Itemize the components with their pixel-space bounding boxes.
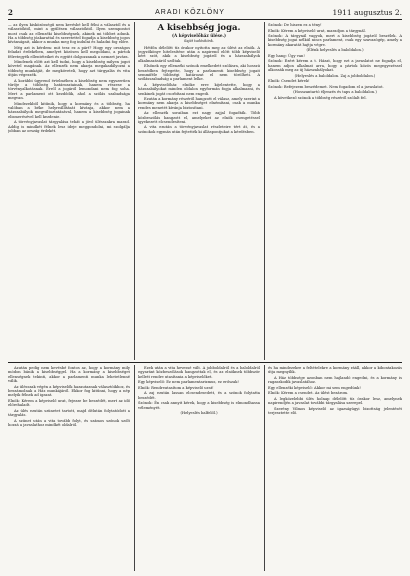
paragraph: Mindenek előtt azt kell tudni, hogy a kisebbség milyen jogot követel magának. Az ellenzék nem akarja megakadályozni a többség munkáját, de megköveteli, hogy azt tárgyalás és vita útján végezzék. [8,60,130,78]
paragraph: A zaj ezután lassan elcsendesedett, és a szónok folytatta beszédét. [138,391,260,400]
paragraph: A korábbi ügyrend értelmében a kisebbség nem egyszerűen tűrője a többség határozatainak, hanem részese a törvényalkotásnak. Erről a jogáról lemondani nem fog soha. Mert a parlament ott kezdődik, ahol a szólás szabadsága megvan. [8,78,130,101]
paragraph: — az ilyen kisközösségű nem kevésbé kell félni a választól és a választóktól, mint a gyűlésen választóktól. Ilyen szempontot most csak az ellenzéki kisebbségnek, akinek mi többet adunk. Ha a többség jóakarattal és szeretettel fogadja a kisebbség jogos kívánságait, akkor a munka meg fog indulni és haladni fog előre. [8,23,130,45]
paragraph: A vita ezután a törvényjavaslat részleteire tért át, és a szónokok egymás után fejtették ki álláspontjukat a kérdésben. [138,125,260,134]
paragraph: és ha mindezekre a feltételekre a kormány rááll, akkor a kibontakozás útja megnyílik. [268,366,402,375]
issue-date: 1911 augusztus 2. [332,7,402,17]
paragraph: Szónok: Befejezem beszédemet. Nem fogadom el a javaslatot. [268,84,384,89]
column-bottom-left [8,366,130,570]
paragraph: A következő szónok a többség részéről szólalt fel. [274,95,367,100]
paragraph: A Ház többsége azonban nem hajlandó engedni, és a kormány is ragaszkodik javaslatához. [268,375,402,385]
paragraph: Elnök: Kérem a képviselő urat, fejezze be beszédét, mert az idő előrehaladt. [8,398,130,408]
column-divider [264,365,265,571]
paragraph: Az ellenzék soraiban ezt nagy zajjal fogadták. Több közbeszólás hangzott el, amelyeket az elnök csengetéssel igyekezett elcsendesíteni. [138,111,260,124]
column-divider [134,22,135,360]
column-top-left [8,23,130,358]
column-bottom-middle [138,366,260,570]
column-divider [134,365,135,571]
paragraph: (Helyeslés a baloldalon. Zaj a jobboldalon.) [294,73,376,78]
paragraph: Szónok: A tárgynál vagyok, mert a kisebbség jogáról beszélek. A kisebbség jogai nélkül nincs parlament, csak egy szavazógép, amely a kormány akaratát hajtja végre. [268,34,402,47]
paragraph: Elnök: Kérem a képviselő urat, maradjon a tárgynál. [268,28,366,33]
paragraph: A legközelebbi ülés holnap délelőtt tíz órakor lesz, amelynek napirendjén a javaslat további tárgyalása szerepel. [268,396,402,406]
header-rule [8,19,402,20]
paragraph: Ezek után a vita hevessé vált. A jobboldalról és a baloldalról egyaránt közbeszólások hangzottak el, és az elnöknek többször kellett rendre utasítania a képviselőket. [138,366,260,379]
paragraph: Azután pedig nem kevésbé fontos az, hogy a kormány mily módon bánik a kisebbséggel. Ha a kormány a kisebbséget ellenségnek tekinti, akkor a parlamenti munka lehetetlenné válik. [8,366,130,384]
paragraph: Egy ellenzéki képviselő: Akkor mi sem engedünk! [268,385,361,390]
paragraph: (Élénk helyeslés a baloldalon.) [306,48,364,53]
paragraph: Szónok: Ezért kérem a t. Házat, hogy ezt a javaslatot ne fogadja el, hanem adjon alkalmat arra, hogy a pártok közös megegyezéssel alkossák meg az új házszabályokat. [268,59,402,73]
column-top-middle [138,23,260,358]
page-number: 2 [8,7,13,17]
paragraph: Mindezekből kitűnik, hogy a kormány és a többség, ha valóban a béke helyreállítását kívánja, akkor nem a házszabályok megváltoztatásával, hanem a kisebbség jogainak elismerésével kell kezdenie. [8,101,130,119]
paragraph: Elsőnek egy ellenzéki szónok emelkedett szólásra, aki hosszú beszédben fejtegette, hogy a parlamenti kisebbség jogait semmiféle többségi határozat el nem törölheti. A szólásszabadság a parlament lelke. [138,64,260,82]
paragraph: Ezután a kormány részéről hangzott el válasz, amely szerint a kormány nem akarja a kisebbséget elnémítani, csak a munka rendes menetét kívánja biztosítani. [138,97,260,110]
paragraph: Elnök: Rendreutasítom a képviselő urat! [138,385,214,390]
column-top-right [268,23,402,358]
article-title: A kisebbség joga. [157,23,241,33]
paragraph: A szünet után a vita tovább folyt, és számos szónok szólt hozzá a javaslathoz mindkét oldalról. [8,418,130,427]
paragraph: Elnök: Kérem a csendet. Az ülést bezárom. [268,391,349,396]
section-rule [8,362,402,363]
paragraph: Egy képviselő: Ez nem parlamentarizmus, ez erőszak! [138,380,239,385]
page-header [8,6,402,18]
paragraph: Még azt is kérdem: mit tesz ez a párt? Hogy egy országos feladat érdekében, amelyet közösen kell megoldani, a pártok félretegyék ellentéteiket és együtt dolgozzanak a nemzet javára. [8,45,130,59]
paragraph: Elnök: Csendet kérek! [268,79,310,84]
paragraph: Az ülés ezután szünetet tartott, majd délután folytatódott a tárgyalás. [8,408,130,417]
paragraph: Szerény Vilmos képviselő az igazságügyi bizottság jelentését terjesztette elő. [268,406,402,416]
paragraph: (Hosszantartó éljenzés és taps a baloldalon.) [293,90,377,95]
article-byline: Saját tudósítónk. [183,39,215,44]
newspaper-title: ARADI KÖZLÖNY [155,8,225,16]
paragraph: Szónok: De hiszen ez a tény! [268,23,322,27]
paragraph: (Helyeslés balfelől.) [180,411,218,416]
column-bottom-right [268,366,402,570]
paragraph: Az ülésszak végén a képviselők hazautaznak választóikhoz, és beszámolnak a Ház munkájáról. Ekkor fog kitűnni, hogy a nép melyik félnek ad igazat. [8,384,130,398]
paragraph: A törvényjavaslat tárgyalása tehát a jövő ülésszakra marad. Addig is mindkét félnek lesz ideje meggondolni, mi szolgálja jobban az ország érdekét. [8,120,130,133]
paragraph: Hétfőn délelőtt tíz órakor nyitotta meg az ülést az elnök. A jegyzőkönyv hitelesítése után a napirend előtt több képviselő kért szót, akik a kisebbség jogáról és a házszabályok alkalmazásáról szóltak. [138,45,260,63]
article-subtitle: (A képviselőház ülése.) [172,33,226,38]
paragraph: Szónok: Én csak annyit kérek, hogy a kisebbség is elmondhassa véleményét. [138,401,260,410]
column-divider [264,22,265,360]
paragraph: Egy hang: Úgy van! [268,53,305,58]
paragraph: A képviselőház elnöke erre kijelentette, hogy a házszabályokat minden oldalon egyformán fogja alkalmazni, és senkinek jogát csorbítani nem engedi. [138,82,260,96]
